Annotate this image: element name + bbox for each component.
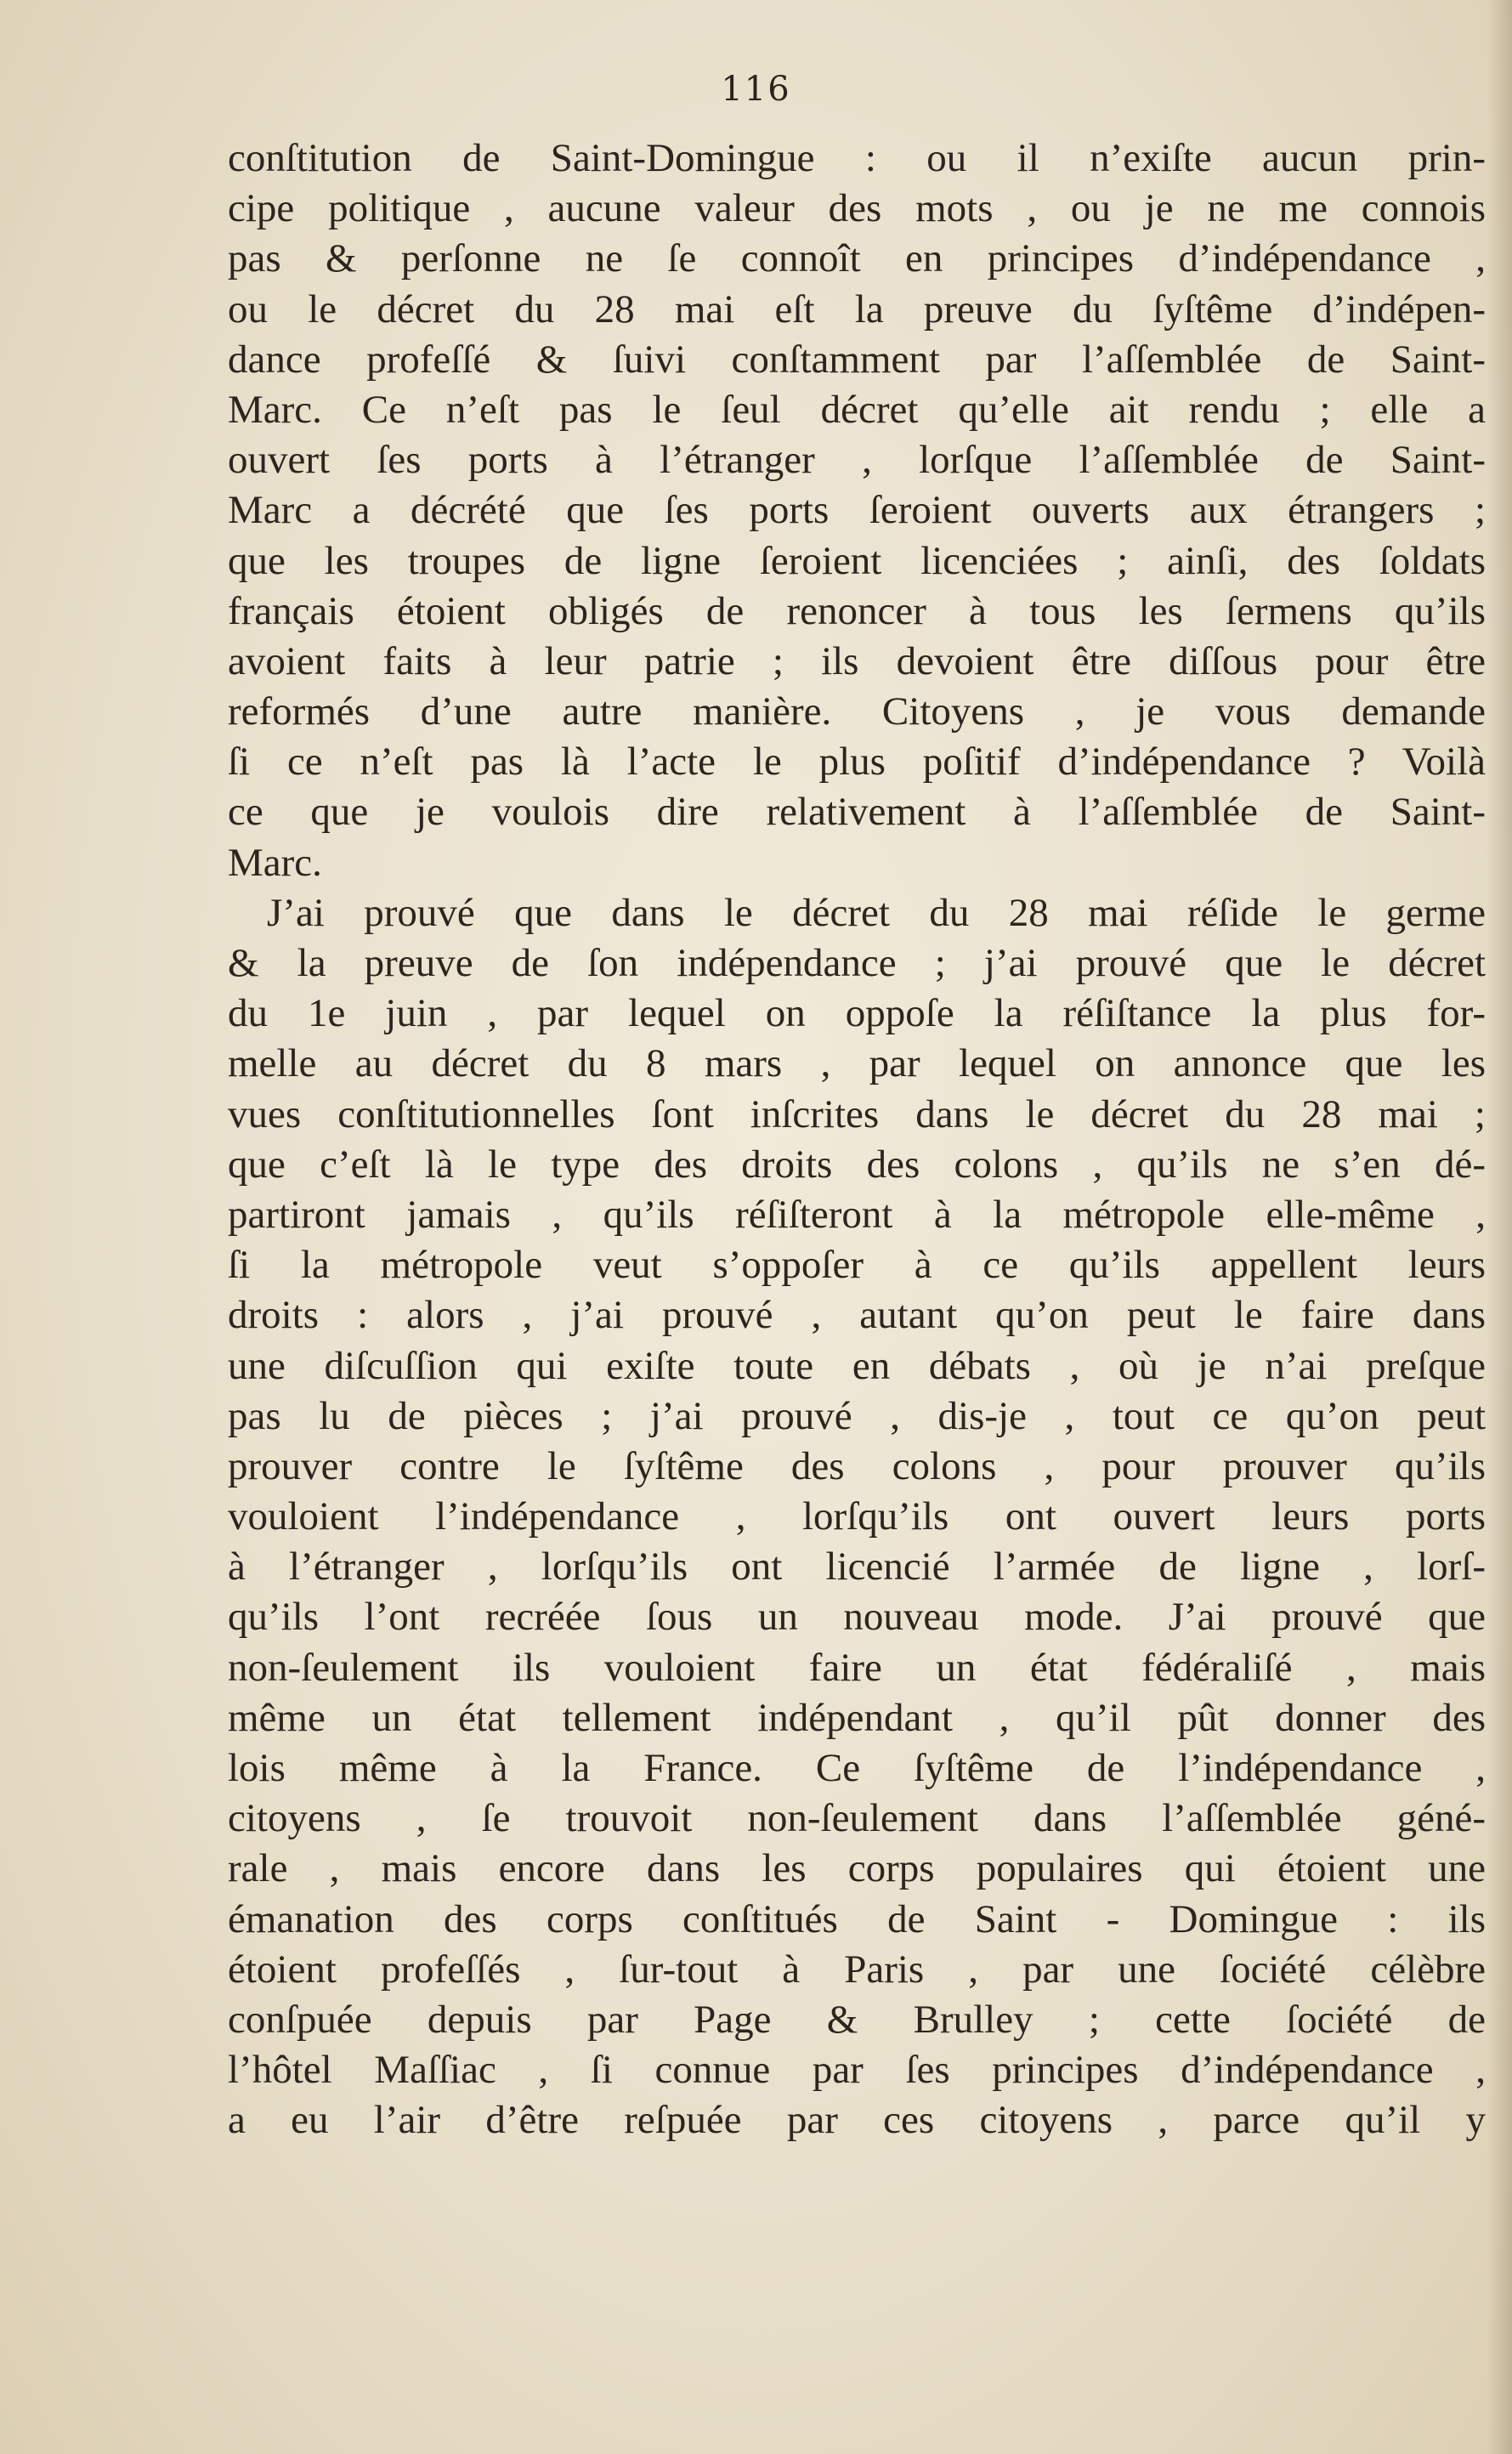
text-line: cipe politique , aucune valeur des mots , ou je ne me connois [228, 186, 1486, 231]
text-line: partiront jamais , qu’ils réſiſteront à la métropole elle-même , [228, 1192, 1486, 1237]
text-line: français étoient obligés de renoncer à tous les ſermens qu’ils [228, 588, 1486, 633]
text-line: pas & perſonne ne ſe connoît en principes d’indépendance , [228, 236, 1486, 281]
text-line: prouver contre le ſyſtême des colons , pour prouver qu’ils [228, 1443, 1486, 1488]
text-line: melle au décret du 8 mars , par lequel on annonce que les [228, 1041, 1486, 1086]
text-line: que les troupes de ligne ſeroient licenciées ; ainſi, des ſoldats [228, 538, 1486, 583]
text-line: ouvert ſes ports à l’étranger , lorſque l’aſſemblée de Saint- [228, 438, 1486, 483]
text-line: & la preuve de ſon indépendance ; j’ai prouvé que le décret [228, 941, 1486, 985]
text-line: ce que je voulois dire relativement à l’aſſemblée de Saint- [228, 790, 1486, 835]
text-line: conſpuée depuis par Page & Brulley ; cette ſociété de [228, 1997, 1486, 2042]
text-line: émanation des corps conſtitués de Saint - Domingue : ils [228, 1896, 1486, 1941]
page-edge-shadow [1487, 0, 1512, 2454]
text-line: conſtitution de Saint-Domingue : ou il n’exiſte aucun prin- [228, 136, 1486, 180]
text-line: qu’ils l’ont recréée ſous un nouveau mode. J’ai prouvé que [228, 1595, 1486, 1640]
page-number: 116 [721, 70, 791, 109]
text-line: Marc a décrété que ſes ports ſeroient ouverts aux étrangers ; [228, 488, 1486, 533]
text-line: vues conſtitutionnelles ſont inſcrites dans le décret du 28 mai ; [228, 1091, 1486, 1136]
text-line: l’hôtel Maſſiac , ſi connue par ſes principes d’indépendance , [228, 2048, 1486, 2093]
text-line: Marc. Ce n’eſt pas le ſeul décret qu’elle ait rendu ; elle a [228, 387, 1486, 432]
text-line: que c’eſt là le type des droits des colons , qu’ils ne s’en dé- [228, 1142, 1486, 1187]
text-line: ou le décret du 28 mai eſt la preuve du ſyſtême d’indépen- [228, 286, 1486, 332]
text-line: pas lu de pièces ; j’ai prouvé , dis-je , tout ce qu’on peut [228, 1393, 1486, 1438]
text-line: ſi la métropole veut s’oppoſer à ce qu’ils appellent leurs [228, 1243, 1486, 1288]
text-line: ſi ce n’eſt pas là l’acte le plus poſitif d’indépendance ? Voilà [228, 740, 1486, 785]
text-line: non-ſeulement ils vouloient faire un état fédéraliſé , mais [228, 1645, 1486, 1690]
text-line: Marc. [228, 840, 322, 885]
text-line: à l’étranger , lorſqu’ils ont licencié l’armée de ligne , lorſ- [228, 1544, 1486, 1590]
body-text [228, 133, 1486, 2146]
text-line: du 1e juin , par lequel on oppoſe la réſiſtance la plus for- [228, 991, 1486, 1036]
text-line: reformés d’une autre manière. Citoyens , je vous demande [228, 689, 1486, 734]
text-line: vouloient l’indépendance , lorſqu’ils ont ouvert leurs ports [228, 1494, 1486, 1539]
text-line: rale , mais encore dans les corps populaires qui étoient une [228, 1846, 1486, 1891]
text-line: droits : alors , j’ai prouvé , autant qu’on peut le faire dans [228, 1293, 1486, 1338]
text-line: avoient faits à leur patrie ; ils devoient être diſſous pour être [228, 638, 1486, 683]
text-line: même un état tellement indépendant , qu’il pût donner des [228, 1695, 1486, 1740]
text-line: étoient profeſſés , ſur-tout à Paris , par une ſociété célèbre [228, 1947, 1486, 1992]
text-line: a eu l’air d’être reſpuée par ces citoyens , parce qu’il y [228, 2098, 1486, 2143]
text-line: une diſcuſſion qui exiſte toute en débats , où je n’ai preſque [228, 1343, 1486, 1388]
text-line: dance profeſſé & ſuivi conſtamment par l’aſſemblée de Saint- [228, 337, 1486, 382]
text-line: J’ai prouvé que dans le décret du 28 mai réſide le germe [267, 890, 1486, 935]
text-line: citoyens , ſe trouvoit non-ſeulement dans l’aſſemblée géné- [228, 1796, 1486, 1841]
text-line: lois même à la France. Ce ſyſtême de l’indépendance , [228, 1746, 1486, 1790]
